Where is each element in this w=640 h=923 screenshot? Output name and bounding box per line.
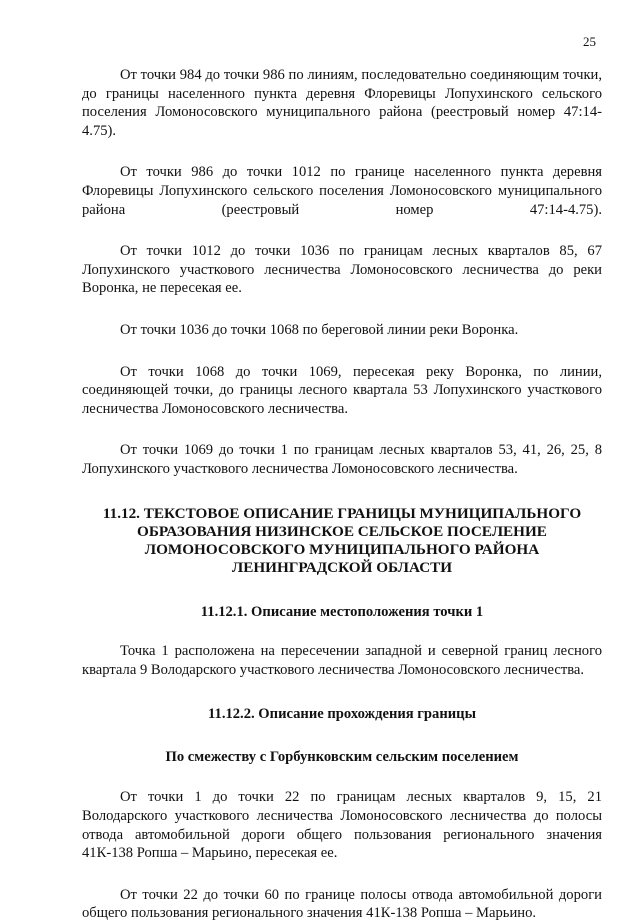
adjacency-heading: По смежеству с Горбунковским сельским поселением (165, 748, 519, 765)
document-body (82, 66, 602, 923)
paragraph: От точки 986 до точки 1012 по границе населенного пункта деревня Флоревицы Лопухинского сельского поселения Ломоносовского муниципального района (реестровый номер 47:14-4.75). (82, 164, 602, 218)
paragraph: Точка 1 расположена на пересечении западной и северной границ лесного квартала 9 Володарского участкового лесничества Ломоносовского лесничества. (82, 643, 602, 678)
page-number: 25 (583, 34, 596, 49)
paragraph: От точки 1 до точки 22 по границам лесных кварталов 9, 15, 21 Володарского участкового лесничества Ломоносовского лесничества до полосы отвода автомобильной дороги общего пользования регионального значения 41К-138 Ропша – Марьино, пересекая ее. (82, 789, 602, 862)
subsection-title: 11.12.1. Описание местоположения точки 1 (200, 603, 484, 620)
paragraph: От точки 22 до точки 60 по границе полосы отвода автомобильной дороги общего пользования регионального значения 41К-138 Ропша – Марьино. (82, 886, 602, 922)
subsection-title: 11.12.2. Описание прохождения границы (208, 706, 476, 723)
section-title-line: ОБРАЗОВАНИЯ НИЗИНСКОЕ СЕЛЬСКОЕ ПОСЕЛЕНИЕ (137, 522, 547, 540)
paragraph: От точки 1012 до точки 1036 по границам лесных кварталов 85, 67 Лопухинского участкового лесничества Ломоносовского лесничества до реки Воронка, не пересекая ее. (82, 243, 602, 297)
section-title-line: ЛОМОНОСОВСКОГО МУНИЦИПАЛЬНОГО РАЙОНА (144, 540, 540, 558)
paragraph: От точки 984 до точки 986 по линиям, последовательно соединяющим точки, до границы населенного пункта деревня Флоревицы Лопухинского сельского поселения Ломоносовского муниципального района (реестровый номер 47:14-4.75). (82, 67, 602, 139)
paragraph: От точки 1036 до точки 1068 по береговой линии реки Воронка. (120, 321, 519, 338)
section-title-line: 11.12. ТЕКСТОВОЕ ОПИСАНИЕ ГРАНИЦЫ МУНИЦИПАЛЬНОГО (102, 504, 582, 522)
paragraph: От точки 1068 до точки 1069, пересекая реку Воронка, по линии, соединяющей точки, до границы лесного квартала 53 Лопухинского участкового лесничества Ломоносовского лесничества. (82, 363, 602, 417)
section-title-line: ЛЕНИНГРАДСКОЙ ОБЛАСТИ (231, 558, 453, 576)
paragraph: От точки 1069 до точки 1 по границам лесных кварталов 53, 41, 26, 25, 8 Лопухинского участкового лесничества Ломоносовского лесничества. (82, 442, 602, 477)
section-title (82, 505, 602, 577)
